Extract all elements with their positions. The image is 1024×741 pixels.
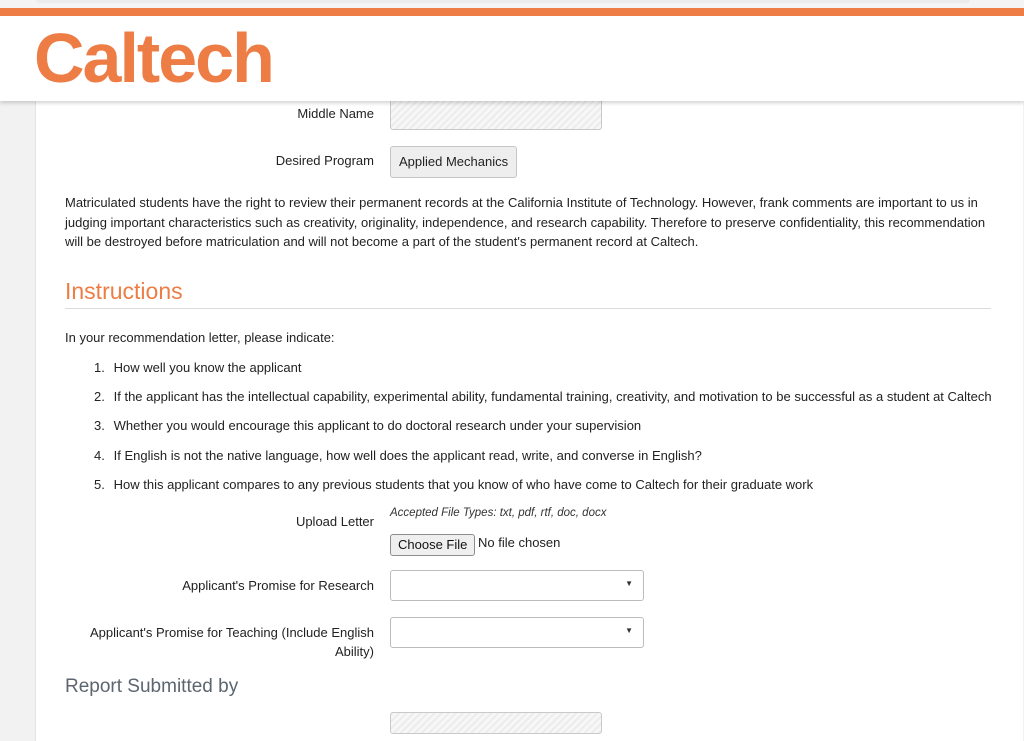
list-number: 3. — [94, 418, 105, 433]
browser-edge — [0, 0, 1024, 8]
site-header — [0, 0, 1024, 101]
instructions-intro: In your recommendation letter, please indicate: — [65, 330, 335, 345]
list-item — [94, 448, 702, 463]
list-number: 4. — [94, 448, 105, 463]
research-promise-label: Applicant's Promise for Research — [182, 578, 374, 593]
brand-stripe — [0, 8, 1024, 16]
file-status: No file chosen — [478, 535, 561, 550]
teaching-label-line1: Applicant's Promise for Teaching (Include English — [89, 625, 374, 640]
teaching-label-line2: Ability) — [334, 644, 374, 659]
list-number: 5. — [94, 477, 105, 492]
list-item — [94, 389, 992, 404]
list-number: 2. — [94, 389, 105, 404]
submitter-field — [390, 712, 602, 734]
list-text: If the applicant has the intellectual capability, experimental ability, fundamental training, creativity, and motivation to be successful as a student at Caltech — [113, 389, 992, 404]
chevron-down-icon: ▼ — [625, 579, 633, 588]
research-promise-select[interactable] — [390, 570, 644, 601]
list-text: Whether you would encourage this applicant to do doctoral research under your supervision — [113, 418, 642, 433]
teaching-promise-select[interactable] — [390, 617, 644, 648]
upload-letter-label: Upload Letter — [295, 514, 374, 529]
confidentiality-notice: Matriculated students have the right to review their permanent records at the California Institute of Technology. However, frank comments are important to us in judging important characteristics such as creativity, originality, independence, and research capability. Therefore to preserve confidentiality, this recommendation will be destroyed before matriculation and will not become a part of the student's permanent record at Caltech. — [65, 195, 986, 249]
list-item — [94, 418, 641, 433]
list-text: How well you know the applicant — [113, 360, 302, 375]
teaching-promise-label — [70, 623, 374, 661]
accepted-file-types: Accepted File Types: txt, pdf, rtf, doc, docx — [390, 507, 607, 519]
list-item — [94, 360, 302, 375]
middle-name-field — [390, 96, 602, 130]
list-item — [94, 477, 813, 492]
list-number: 1. — [94, 360, 105, 375]
desired-program-value: Applied Mechanics — [390, 146, 517, 178]
instructions-heading: Instructions — [65, 278, 183, 304]
list-text: How this applicant compares to any previous students that you know of who have come to Caltech for their graduate work — [113, 477, 814, 492]
desired-program-label: Desired Program — [275, 153, 374, 168]
list-text: If English is not the native language, how well does the applicant read, write, and converse in English? — [113, 448, 702, 463]
section-divider — [65, 308, 991, 309]
caltech-logo[interactable]: Caltech — [34, 19, 273, 97]
chevron-down-icon: ▼ — [625, 626, 633, 635]
middle-name-label: Middle Name — [297, 106, 374, 121]
report-submitted-heading: Report Submitted by — [65, 676, 239, 697]
choose-file-button[interactable]: Choose File — [390, 534, 475, 556]
